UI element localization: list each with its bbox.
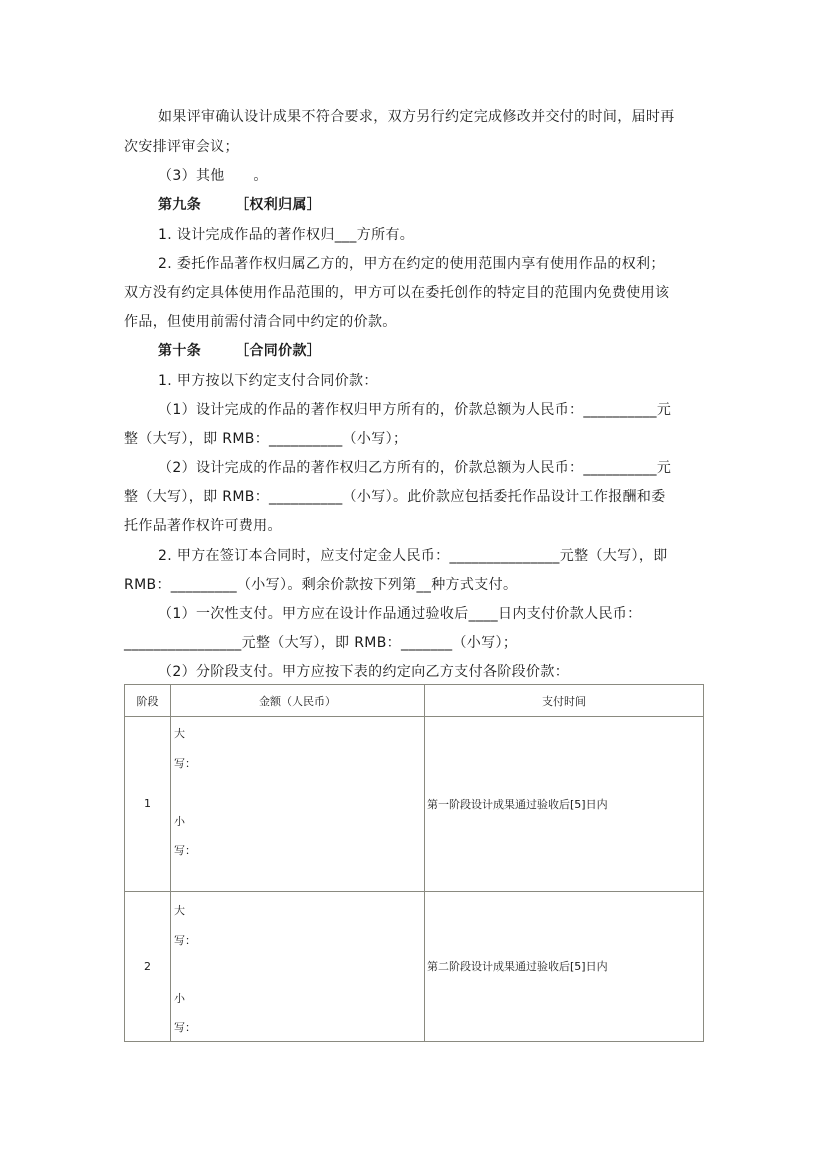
paragraph-line: 1. 甲方按以下约定支付合同价款： [158,373,378,389]
paragraph-line: ________________元整（大写），即 RMB：_______（小写）； [124,635,518,651]
article-9-heading [158,194,738,216]
paragraph-line: （2）设计完成的作品的著作权归乙方所有的，价款总额为人民币：__________元 [158,460,672,476]
table-row [125,891,704,1041]
paragraph-line: 2. 甲方在签订本合同时，应支付定金人民币：_______________元整（大写），即 [158,548,668,564]
header-stage: 阶段 [125,685,171,717]
table-header-row [125,685,704,717]
paragraph-line: 双方没有约定具体使用作品范围的，甲方可以在委托创作的特定目的范围内免费使用该 [124,285,670,301]
article-title: ［合同价款］ [235,343,322,359]
paragraph-line: （1）一次性支付。甲方应在设计作品通过验收后____日内支付价款人民币： [158,606,642,622]
stage-cell: 2 [125,891,171,1041]
paragraph-line: 整（大写），即 RMB：__________（小写）。此价款应包括委托作品设计工作报酬和委 [124,489,666,505]
paragraph-line: 如果评审确认设计成果不符合要求，双方另行约定完成修改并交付的时间，届时再 [158,109,675,125]
article-number: 第十条 [158,343,202,359]
amount-upper-label: 写： [174,933,196,947]
amount-upper-label: 大 [174,903,185,917]
paragraph-line: 1. 设计完成作品的著作权归___方所有。 [158,227,415,243]
paragraph-line: RMB：_________（小写）。剩余价款按下列第__种方式支付。 [124,577,518,593]
header-payment-time: 支付时间 [425,685,704,717]
amount-lower-label: 写： [174,844,196,858]
amount-lower-label: 小 [174,991,185,1005]
amount-cell [171,891,425,1041]
header-amount: 金额（人民币） [171,685,425,717]
paragraph-line: 整（大写），即 RMB：__________（小写）； [124,431,408,447]
amount-lower-label: 写： [174,1020,196,1034]
payment-schedule-table [124,684,704,1042]
paragraph-line: 托作品著作权许可费用。 [124,518,282,534]
amount-cell [171,717,425,891]
table-row [125,717,704,891]
amount-lower-label: 小 [174,815,185,829]
article-title: ［权利归属］ [235,197,322,213]
amount-upper-label: 写： [174,757,196,771]
paragraph-line: 次安排评审会议； [124,139,239,155]
paragraph-line: （1）设计完成的作品的著作权归甲方所有的，价款总额为人民币：__________元 [158,402,672,418]
amount-upper-label: 大 [174,727,185,741]
paragraph-line: （3）其他 。 [158,168,268,184]
paragraph-line: 2. 委托作品著作权归属乙方的，甲方在约定的使用范围内享有使用作品的权利； [158,256,665,272]
paragraph-line: （2）分阶段支付。甲方应按下表的约定向乙方支付各阶段价款： [158,664,570,680]
stage-cell: 1 [125,717,171,891]
payment-time-cell: 第一阶段设计成果通过验收后[5]日内 [425,717,704,891]
article-10-heading [158,340,738,362]
article-number: 第九条 [158,197,202,213]
paragraph-line: 作品，但使用前需付清合同中约定的价款。 [124,314,397,330]
payment-time-cell: 第二阶段设计成果通过验收后[5]日内 [425,891,704,1041]
